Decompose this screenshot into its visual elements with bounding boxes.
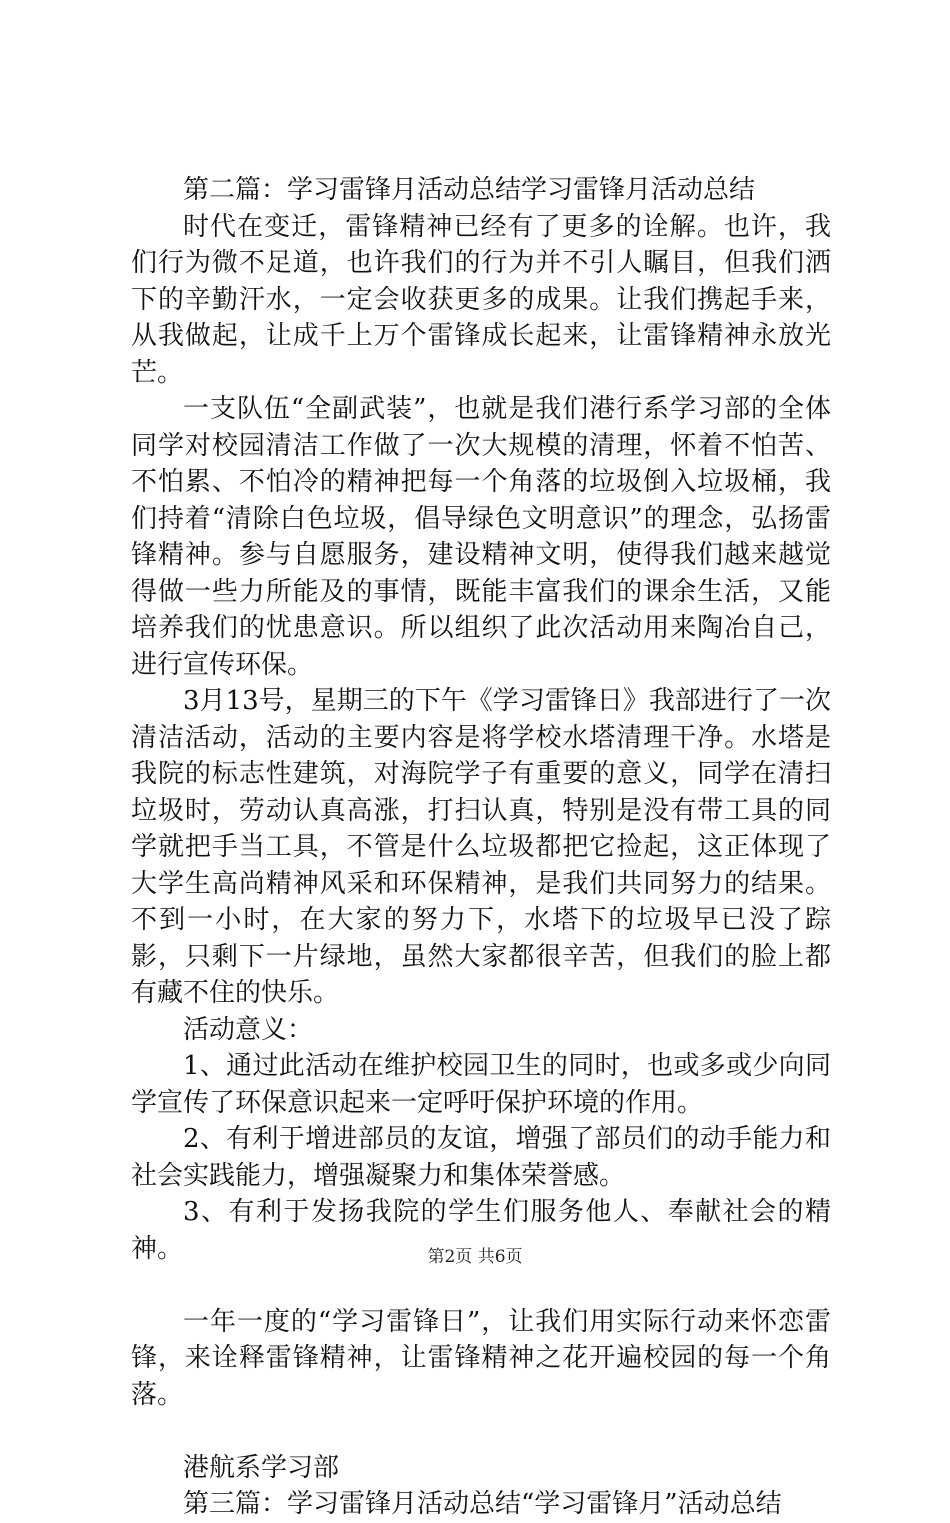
signature-department: 港航系学习部 xyxy=(183,1452,340,1483)
closing-paragraph: 一年一度的“学习雷锋日”，让我们用实际行动来怀恋雷锋，来诠释雷锋精神，让雷锋精神之花开遍校园的每一个角落。 xyxy=(131,1306,831,1410)
paragraph-spacer xyxy=(131,1413,831,1450)
activity-significance-heading: 活动意义： xyxy=(183,1014,314,1045)
paragraph-spacer xyxy=(131,1267,831,1304)
section-heading-part-3: 第三篇：学习雷锋月活动总结“学习雷锋月”活动总结 xyxy=(183,1489,782,1519)
body-paragraph: 一支队伍“全副武装”，也就是我们港行系学习部的全体同学对校园清洁工作做了一次大规模的清理，怀着不怕苦、不怕累、不怕冷的精神把每一个角落的垃圾倒入垃圾桶，我们持着“清除白色垃圾，倡导绿色文明意识”的理念，弘扬雷锋精神。参与自愿服务，建设精神文明，使得我们越来越觉得做一些力所能及的事情，既能丰富我们的课余生活，又能培养我们的忧患意识。所以组织了此次活动用来陶冶自己，进行宣传环保。 xyxy=(131,394,831,680)
list-item-1: 1、通过此活动在维护校园卫生的同时，也或多或少向同学宣传了环保意识起来一定呼吁保护环境的作用。 xyxy=(131,1051,831,1118)
list-item-3: 3、有利于发扬我院的学生们服务他人、奉献社会的精神。 xyxy=(131,1197,831,1264)
page-indicator: 第2页 共6页 xyxy=(427,1247,523,1267)
document-body xyxy=(131,172,831,1523)
list-item-2: 2、有利于增进部员的友谊，增强了部员们的动手能力和社会实践能力，增强凝聚力和集体荣誉感。 xyxy=(131,1124,831,1191)
body-paragraph: 3月13号，星期三的下午《学习雷锋日》我部进行了一次清洁活动，活动的主要内容是将学校水塔清理干净。水塔是我院的标志性建筑，对海院学子有重要的意义，同学在清扫垃圾时，劳动认真高涨，打扫认真，特别是没有带工具的同学就把手当工具，不管是什么垃圾都把它捡起，这正体现了大学生高尚精神风采和环保精神，是我们共同努力的结果。不到一小时，在大家的努力下，水塔下的垃圾早已没了踪影，只剩下一片绿地，虽然大家都很辛苦，但我们的脸上都有藏不住的快乐。 xyxy=(131,686,831,1008)
section-heading-part-2: 第二篇：学习雷锋月活动总结学习雷锋月活动总结 xyxy=(183,175,756,205)
body-paragraph: 时代在变迁，雷锋精神已经有了更多的诠解。也许，我们行为微不足道，也许我们的行为并不引人瞩目，但我们洒下的辛勤汗水，一定会收获更多的成果。让我们携起手来，从我做起，让成千上万个雷锋成长起来，让雷锋精神永放光芒。 xyxy=(131,211,831,388)
